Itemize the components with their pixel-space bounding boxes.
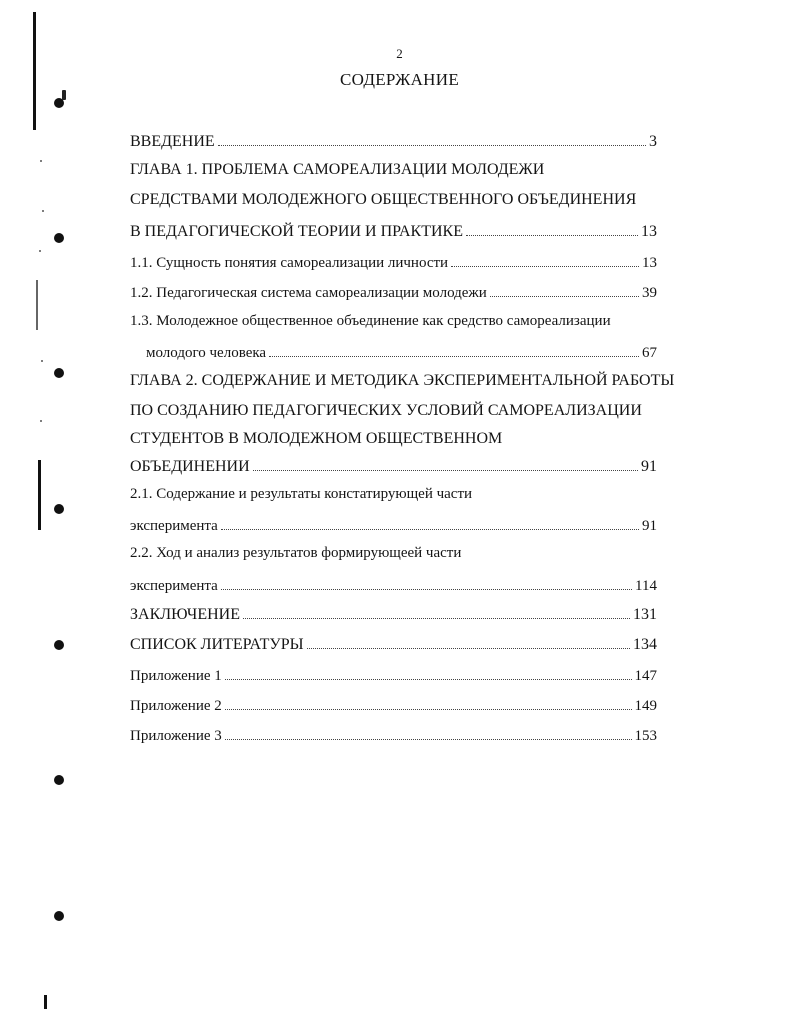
toc-entry-appendix-3 [130,725,657,749]
dot-leader [225,695,632,710]
toc-page-number: 131 [633,606,657,623]
toc-entry-section-1-3 [146,342,657,366]
toc-entry-references [130,634,657,658]
toc-page-number: 153 [634,728,657,744]
toc-page-number: 13 [642,255,657,271]
toc-entry-title: ЗАКЛЮЧЕНИЕ [130,606,240,623]
toc-entry-title: СПИСОК ЛИТЕРАТУРЫ [130,636,304,653]
toc-entry-chapter2 [130,456,657,480]
toc-entry-section-1-2 [130,282,657,306]
toc-page-number: 91 [641,458,657,475]
toc-entry-title: молодого человека [146,345,267,361]
toc-entry-conclusion [130,604,657,628]
dot-leader [466,221,638,236]
toc-page-number: 134 [633,636,657,653]
toc-entry-section-2-2 [130,575,657,599]
scan-speck [41,360,43,362]
margin-bullet [54,504,64,514]
dot-leader [225,665,632,680]
toc-entry-title: Приложение 1 [130,668,222,684]
dot-leader [218,131,646,146]
dot-leader [221,515,639,530]
page-title: СОДЕРЖАНИЕ [339,70,460,89]
dot-leader [269,342,639,357]
toc-entry-title: Приложение 3 [130,728,222,744]
scan-edge-line [44,995,47,1009]
scan-speck [40,420,42,422]
toc-chapter1-line1: ГЛАВА 1. ПРОБЛЕМА САМОРЕАЛИЗАЦИИ МОЛОДЕЖИ [130,161,545,178]
toc-page-number: 67 [642,345,657,361]
toc-entry-title: Приложение 2 [130,698,222,714]
scan-edge-line [38,460,41,530]
margin-bullet [54,98,64,108]
toc-chapter2-line3: СТУДЕНТОВ В МОЛОДЕЖНОМ ОБЩЕСТВЕННОМ [130,430,503,447]
toc-page-number: 149 [634,698,657,714]
toc-entry-section-2-1 [130,515,657,539]
scan-edge-line [36,280,38,330]
margin-bullet [54,640,64,650]
margin-bullet [54,233,64,243]
toc-section-1-3-line1: 1.3. Молодежное общественное объединение как средство самореализации [130,313,611,329]
dot-leader [307,634,630,649]
toc-entry-appendix-1 [130,665,657,689]
toc-page-number: 91 [642,518,657,534]
page-number: 2 [396,46,403,61]
dot-leader [451,252,639,267]
toc-entry-title: 1.2. Педагогическая система самореализации молодежи [130,285,487,301]
margin-bullet [54,775,64,785]
toc-chapter2-line1: ГЛАВА 2. СОДЕРЖАНИЕ И МЕТОДИКА ЭКСПЕРИМЕНТАЛЬНОЙ РАБОТЫ [130,372,675,389]
scan-speck [39,250,41,252]
dot-leader [253,456,638,471]
toc-entry-chapter1 [130,221,657,245]
toc-section-2-1-line1: 2.1. Содержание и результаты констатирующей части [130,486,473,502]
toc-page-number: 114 [635,578,657,594]
toc-entry-title: В ПЕДАГОГИЧЕСКОЙ ТЕОРИИ И ПРАКТИКЕ [130,223,463,240]
toc-entry-appendix-2 [130,695,657,719]
dot-leader [221,575,632,590]
toc-entry-introduction [130,131,657,155]
margin-bullet [54,911,64,921]
toc-entry-section-1-1 [130,252,657,276]
toc-chapter1-line2: СРЕДСТВАМИ МОЛОДЕЖНОГО ОБЩЕСТВЕННОГО ОБЪЕДИНЕНИЯ [130,191,637,208]
scan-speck [40,160,42,162]
toc-entry-title: ОБЪЕДИНЕНИИ [130,458,250,475]
toc-entry-title: эксперимента [130,518,218,534]
scan-speck [62,90,66,100]
dot-leader [243,604,630,619]
margin-bullet [54,368,64,378]
toc-chapter2-line2: ПО СОЗДАНИЮ ПЕДАГОГИЧЕСКИХ УСЛОВИЙ САМОРЕАЛИЗАЦИИ [130,402,642,419]
toc-entry-title: 1.1. Сущность понятия самореализации личности [130,255,449,271]
toc-section-2-2-line1: 2.2. Ход и анализ результатов формирующеей части [130,545,462,561]
dot-leader [225,725,632,740]
scan-speck [42,210,44,212]
toc-entry-title: эксперимента [130,578,218,594]
toc-page-number: 13 [641,223,657,240]
dot-leader [490,282,639,297]
toc-page-number: 3 [649,133,657,150]
toc-entry-title: ВВЕДЕНИЕ [130,133,215,150]
toc-page-number: 147 [634,668,657,684]
toc-page-number: 39 [642,285,657,301]
